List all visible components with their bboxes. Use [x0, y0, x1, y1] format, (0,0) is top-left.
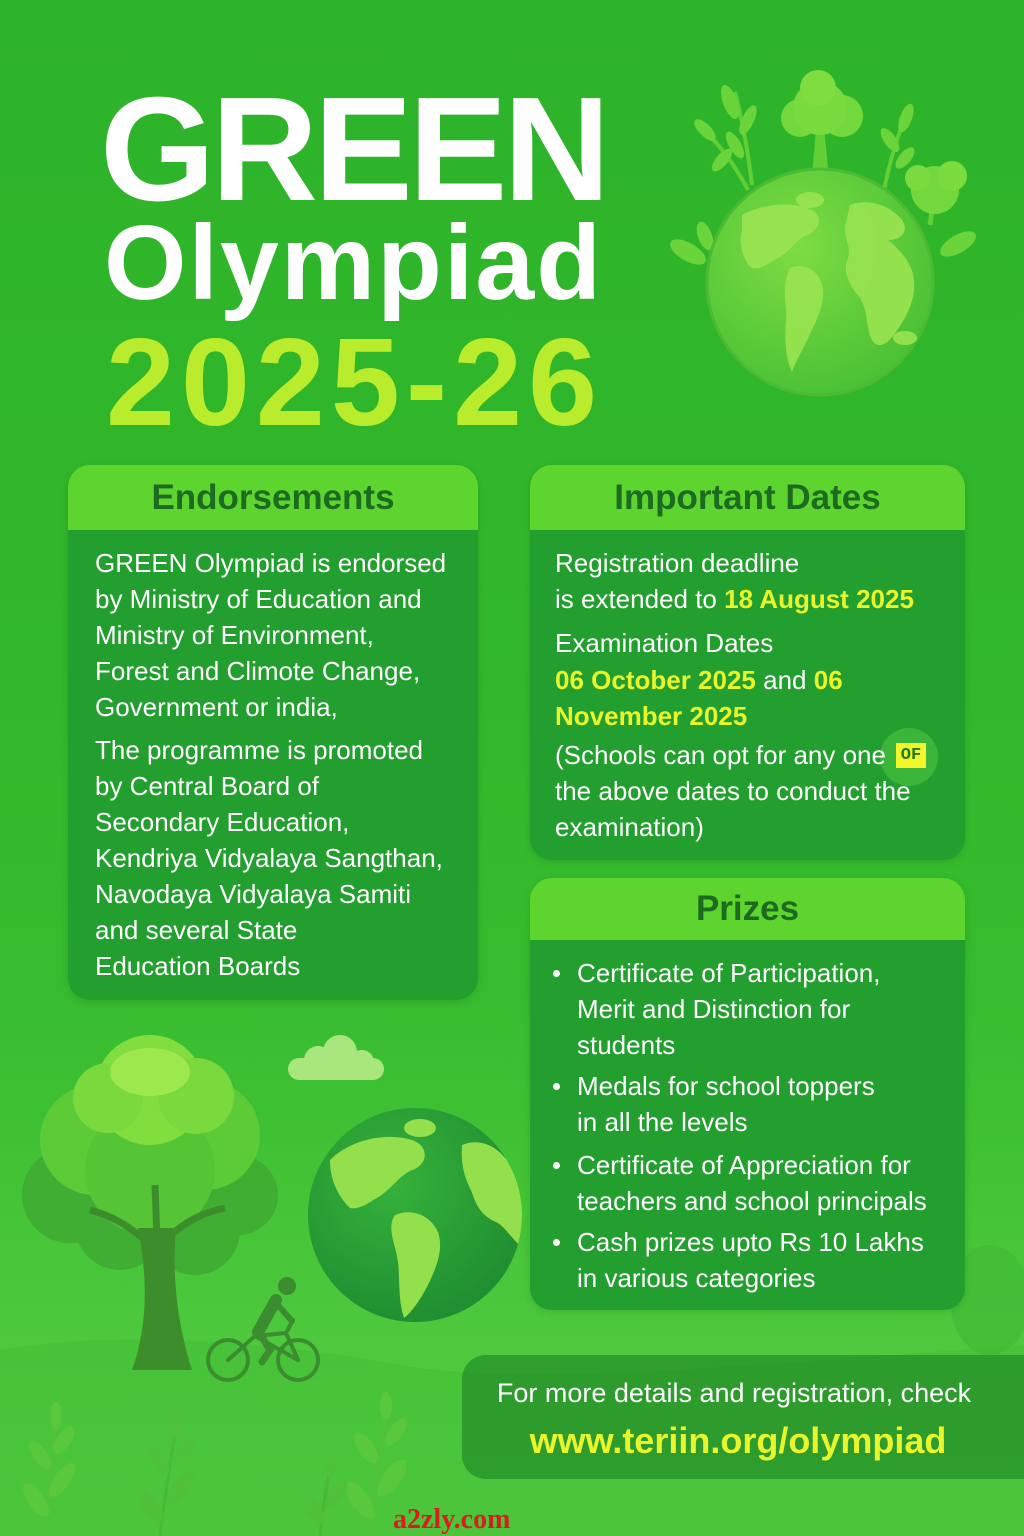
text-line: Government or india,	[95, 692, 338, 722]
text-line: students	[577, 1030, 676, 1060]
bullet-icon	[553, 970, 560, 977]
exam-date-2-month: November 2025	[555, 701, 748, 731]
list-item	[530, 955, 965, 1063]
text-line: teachers and school principals	[577, 1186, 927, 1216]
text-line: Medals for school toppers	[577, 1071, 875, 1101]
list-item	[530, 1068, 965, 1140]
exam-date-1: 06 October 2025	[555, 665, 756, 695]
bullet-icon	[553, 1239, 560, 1246]
endorsements-body	[68, 530, 478, 984]
text-line: in all the levels	[577, 1107, 748, 1137]
leaf	[936, 226, 980, 262]
text-line: Education Boards	[95, 951, 301, 981]
text-line: GREEN Olympiad is endorsed	[95, 548, 447, 578]
central-tree	[781, 70, 863, 178]
text-line: Merit and Distinction for	[577, 994, 851, 1024]
footer-banner	[462, 1355, 1024, 1479]
exam-label: Examination Dates	[555, 628, 774, 658]
endorsements-card	[68, 465, 478, 1000]
of-badge-text: OF	[896, 743, 926, 768]
earth-with-plants-illustration	[666, 70, 980, 395]
text-line: Secondary Education,	[95, 807, 350, 837]
text-line: Ministry of Environment,	[95, 620, 374, 650]
text-line: Certificate of Participation,	[577, 958, 881, 988]
text-line: Certificate of Appreciation for	[577, 1150, 911, 1180]
of-badge	[894, 737, 928, 773]
text-line: The programme is promoted	[95, 735, 424, 765]
important-dates-body	[530, 530, 965, 845]
text-line: by Ministry of Education and	[95, 584, 422, 614]
watermark: a2zly.com	[393, 1504, 511, 1535]
title-olympiad: Olympiad	[104, 204, 604, 322]
endorsement-paragraph	[95, 545, 478, 725]
note-line	[555, 737, 965, 773]
exam-date-2-day: 06	[813, 665, 843, 695]
list-item	[530, 1224, 965, 1296]
footer-text: For more details and registration, check	[496, 1378, 972, 1408]
text-line: by Central Board of	[95, 771, 320, 801]
endorsements-heading: Endorsements	[68, 465, 478, 530]
exam-dates-line	[555, 662, 965, 698]
text-line: Forest and Climote Change,	[95, 656, 421, 686]
text-line: in various categories	[577, 1263, 816, 1293]
note-line: the above dates to conduct the	[555, 776, 911, 806]
registration-date: 18 August 2025	[724, 584, 914, 614]
text-line: and several State	[95, 915, 298, 945]
note-text: (Schools can opt for any one	[555, 740, 886, 770]
bullet-icon	[553, 1162, 560, 1169]
prizes-body	[530, 940, 965, 1296]
title-green: GREEN	[100, 67, 607, 232]
text-line: Kendriya Vidyalaya Sangthan,	[95, 843, 443, 873]
important-dates-heading: Important Dates	[530, 465, 965, 530]
registration-date-line	[555, 581, 965, 617]
list-item	[530, 1147, 965, 1219]
prizes-heading: Prizes	[530, 878, 965, 940]
exam-connector: and	[763, 665, 807, 695]
registration-line: Registration deadline	[555, 548, 800, 578]
title-year: 2025-26	[106, 314, 604, 452]
registration-prefix: is extended to	[555, 584, 717, 614]
text-line: Cash prizes upto Rs 10 Lakhs	[577, 1227, 924, 1257]
promotion-paragraph	[95, 732, 478, 984]
note-line: examination)	[555, 812, 704, 842]
bullet-icon	[553, 1083, 560, 1090]
website-link[interactable]: www.teriin.org/olympiad	[529, 1420, 947, 1461]
text-line: Navodaya Vidyalaya Samiti	[95, 879, 412, 909]
prize-list	[530, 955, 965, 1296]
important-dates-card	[530, 465, 965, 860]
prizes-card	[530, 878, 965, 1310]
left-plant	[691, 83, 760, 190]
